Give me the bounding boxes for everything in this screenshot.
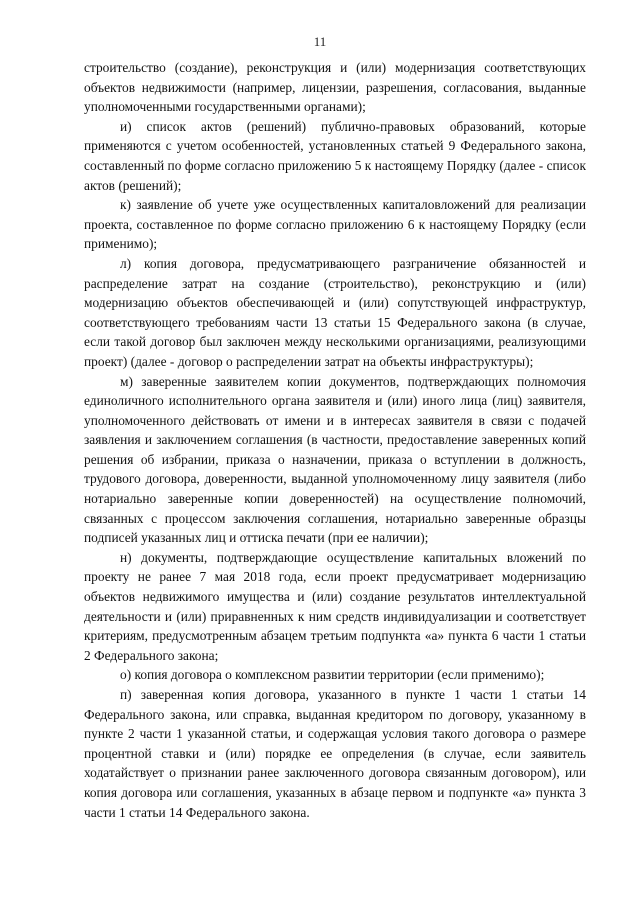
paragraph-item-o: о) копия договора о комплексном развитии территории (если применимо); bbox=[120, 667, 545, 683]
paragraph-item-m: м) заверенные заявителем копии документов, подтверждающих полномочия единоличного исполнительного органа заявителя и (или) иного лица (лиц) заявителя, уполномоченного действовать от имени и в интересах заявителя в связи с подачей заявления и заключением соглашения (в частности, предоставление заверенных копий решения об избрании, приказа о назначении, приказа о вступлении в должность, трудового договора, доверенности, выданной уполномоченному лицу заявителя (либо нотариально заверенные копии доверенностей) на осуществление полномочий, связанных с процессом заключения соглашения, нотариально заверенные образцы подписей указанных лиц и оттиска печати (при ее наличии); bbox=[84, 373, 586, 546]
paragraph-item-p: п) заверенная копия договора, указанного в пункте 1 части 1 статьи 14 Федерального закона, или справка, выданная кредитором по договору, указанному в пункте 2 части 1 указанной статьи, и содержащая условия такого договора о размере процентной ставки и (или) порядке ее определения (в случае, если заявитель ходатайствует о признании ранее заключенного договора связанным договором), или копия договора или соглашения, указанных в абзаце первом и подпункте «а» пункта 3 части 1 статьи 14 Федерального закона. bbox=[84, 687, 586, 820]
paragraph-item-n: н) документы, подтверждающие осуществление капитальных вложений по проекту не ранее 7 мая 2018 года, если проект предусматривает модернизацию объектов недвижимого имущества и (или) создание результатов интеллектуальной деятельности и (или) приравненных к ним средств индивидуализации и соответствует критериям, предусмотренным абзацем третьим подпункта «а» пункта 6 части 1 статьи 2 Федерального закона; bbox=[84, 549, 586, 663]
paragraph-item-k: к) заявление об учете уже осуществленных капиталовложений для реализации проекта, составленное по форме согласно приложению 6 к настоящему Порядку (если применимо); bbox=[84, 197, 586, 252]
paragraph-item-i: и) список актов (решений) публично-правовых образований, которые применяются с учетом особенностей, установленных статьей 9 Федерального закона, составленный по форме согласно приложению 5 к настоящему Порядку (далее - список актов (решений); bbox=[84, 118, 586, 193]
paragraph-continuation: строительство (создание), реконструкция и (или) модернизация соответствующих объектов недвижимости (например, лицензии, разрешения, согласования, выданные уполномоченными государственными органами); bbox=[84, 60, 586, 115]
paragraph-item-l: л) копия договора, предусматривающего разграничение обязанностей и распределение затрат на создание (строительство), реконструкцию и (или) модернизацию объектов обеспечивающей и (или) сопутствующей инфраструктур, соответствующего требованиям части 13 статьи 15 Федерального закона (в случае, если такой договор был заключен между несколькими организациями, реализующими проект) (далее - договор о распределении затрат на объекты инфраструктуры); bbox=[84, 255, 586, 369]
document-body bbox=[84, 58, 586, 822]
page-number: 11 bbox=[313, 34, 327, 49]
